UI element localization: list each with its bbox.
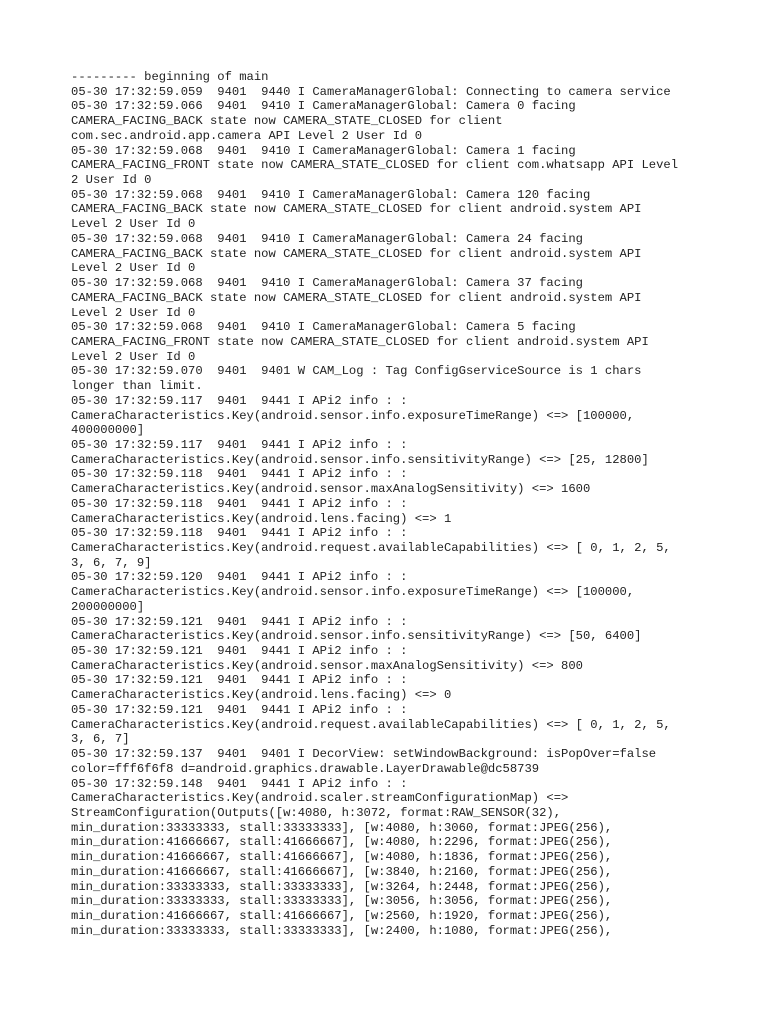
log-line: CameraCharacteristics.Key(android.sensor.maxAnalogSensitivity) <=> 800 — [71, 658, 583, 673]
log-line: 3, 6, 7] — [71, 732, 130, 747]
log-line: 200000000] — [71, 599, 145, 614]
log-line: min_duration:41666667, stall:41666667], [w:4080, h:1836, format:JPEG(256), — [71, 850, 613, 865]
log-line: 2 User Id 0 — [71, 173, 152, 188]
log-line: 05-30 17:32:59.066 9401 9410 I CameraManagerGlobal: Camera 0 facing — [71, 99, 576, 114]
log-line: 05-30 17:32:59.068 9401 9410 I CameraManagerGlobal: Camera 37 facing — [71, 276, 583, 291]
log-line: 3, 6, 7, 9] — [71, 555, 152, 570]
log-line: CameraCharacteristics.Key(android.scaler.streamConfigurationMap) <=> — [71, 791, 569, 806]
log-line: CAMERA_FACING_BACK state now CAMERA_STATE_CLOSED for client android.system API — [71, 246, 642, 261]
log-line: 05-30 17:32:59.121 9401 9441 I APi2 info : : — [71, 673, 408, 688]
log-line: 400000000] — [71, 423, 145, 438]
log-line: 05-30 17:32:59.117 9401 9441 I APi2 info : : — [71, 393, 408, 408]
log-line: 05-30 17:32:59.068 9401 9410 I CameraManagerGlobal: Camera 1 facing — [71, 143, 576, 158]
log-line: min_duration:33333333, stall:33333333], [w:3056, h:3056, format:JPEG(256), — [71, 894, 613, 909]
log-line: CAMERA_FACING_FRONT state now CAMERA_STATE_CLOSED for client com.whatsapp API Level — [71, 158, 679, 173]
log-line: CameraCharacteristics.Key(android.sensor.info.sensitivityRange) <=> [25, 12800] — [71, 452, 649, 467]
log-line: CameraCharacteristics.Key(android.sensor.info.exposureTimeRange) <=> [100000, — [71, 408, 635, 423]
log-line: Level 2 User Id 0 — [71, 217, 196, 232]
log-line: 05-30 17:32:59.121 9401 9441 I APi2 info : : — [71, 702, 408, 717]
log-line: min_duration:41666667, stall:41666667], [w:2560, h:1920, format:JPEG(256), — [71, 908, 613, 923]
log-line: color=fff6f6f8 d=android.graphics.drawable.LayerDrawable@dc58739 — [71, 761, 540, 776]
log-line: CameraCharacteristics.Key(android.sensor.info.sensitivityRange) <=> [50, 6400] — [71, 629, 642, 644]
log-line: Level 2 User Id 0 — [71, 349, 196, 364]
log-line: Level 2 User Id 0 — [71, 305, 196, 320]
log-line: CAMERA_FACING_BACK state now CAMERA_STATE_CLOSED for client android.system API — [71, 290, 642, 305]
log-line: StreamConfiguration(Outputs([w:4080, h:3072, format:RAW_SENSOR(32), — [71, 805, 562, 820]
log-line: CAMERA_FACING_FRONT state now CAMERA_STATE_CLOSED for client android.system API — [71, 334, 649, 349]
log-line: longer than limit. — [71, 379, 203, 394]
log-line: 05-30 17:32:59.117 9401 9441 I APi2 info : : — [71, 437, 408, 452]
log-line: 05-30 17:32:59.121 9401 9441 I APi2 info : : — [71, 644, 408, 659]
log-line: CAMERA_FACING_BACK state now CAMERA_STATE_CLOSED for client — [71, 114, 503, 129]
log-line: min_duration:41666667, stall:41666667], [w:3840, h:2160, format:JPEG(256), — [71, 864, 613, 879]
log-line: min_duration:33333333, stall:33333333], [w:3264, h:2448, format:JPEG(256), — [71, 879, 613, 894]
log-line: 05-30 17:32:59.137 9401 9401 I DecorView: setWindowBackground: isPopOver=false — [71, 747, 657, 762]
log-line: 05-30 17:32:59.070 9401 9401 W CAM_Log : Tag ConfigGserviceSource is 1 chars — [71, 364, 642, 379]
log-line: 05-30 17:32:59.148 9401 9441 I APi2 info : : — [71, 776, 408, 791]
log-line: 05-30 17:32:59.118 9401 9441 I APi2 info : : — [71, 526, 408, 541]
log-line: Level 2 User Id 0 — [71, 261, 196, 276]
log-line: 05-30 17:32:59.120 9401 9441 I APi2 info : : — [71, 570, 408, 585]
log-line: CameraCharacteristics.Key(android.lens.facing) <=> 0 — [71, 688, 452, 703]
log-line: min_duration:33333333, stall:33333333], [w:2400, h:1080, format:JPEG(256), — [71, 923, 613, 938]
log-line: 05-30 17:32:59.068 9401 9410 I CameraManagerGlobal: Camera 120 facing — [71, 187, 591, 202]
log-line: CameraCharacteristics.Key(android.sensor.maxAnalogSensitivity) <=> 1600 — [71, 482, 591, 497]
log-line: 05-30 17:32:59.121 9401 9441 I APi2 info : : — [71, 614, 408, 629]
log-line: CameraCharacteristics.Key(android.request.availableCapabilities) <=> [ 0, 1, 2, 5, — [71, 717, 671, 732]
log-line: CAMERA_FACING_BACK state now CAMERA_STATE_CLOSED for client android.system API — [71, 202, 642, 217]
log-line: min_duration:41666667, stall:41666667], [w:4080, h:2296, format:JPEG(256), — [71, 835, 613, 850]
log-line: CameraCharacteristics.Key(android.sensor.info.exposureTimeRange) <=> [100000, — [71, 585, 635, 600]
log-line: 05-30 17:32:59.118 9401 9441 I APi2 info : : — [71, 467, 408, 482]
log-line: 05-30 17:32:59.068 9401 9410 I CameraManagerGlobal: Camera 5 facing — [71, 320, 576, 335]
log-line: CameraCharacteristics.Key(android.lens.facing) <=> 1 — [71, 511, 452, 526]
log-document — [71, 70, 761, 938]
log-line: --------- beginning of main — [71, 70, 269, 84]
log-line: 05-30 17:32:59.118 9401 9441 I APi2 info : : — [71, 496, 408, 511]
log-line: com.sec.android.app.camera API Level 2 User Id 0 — [71, 128, 423, 143]
log-line: CameraCharacteristics.Key(android.request.availableCapabilities) <=> [ 0, 1, 2, 5, — [71, 541, 671, 555]
log-line: min_duration:33333333, stall:33333333], [w:4080, h:3060, format:JPEG(256), — [71, 820, 613, 835]
log-line: 05-30 17:32:59.068 9401 9410 I CameraManagerGlobal: Camera 24 facing — [71, 231, 583, 246]
log-line: 05-30 17:32:59.059 9401 9440 I CameraManagerGlobal: Connecting to camera service — [71, 84, 671, 99]
